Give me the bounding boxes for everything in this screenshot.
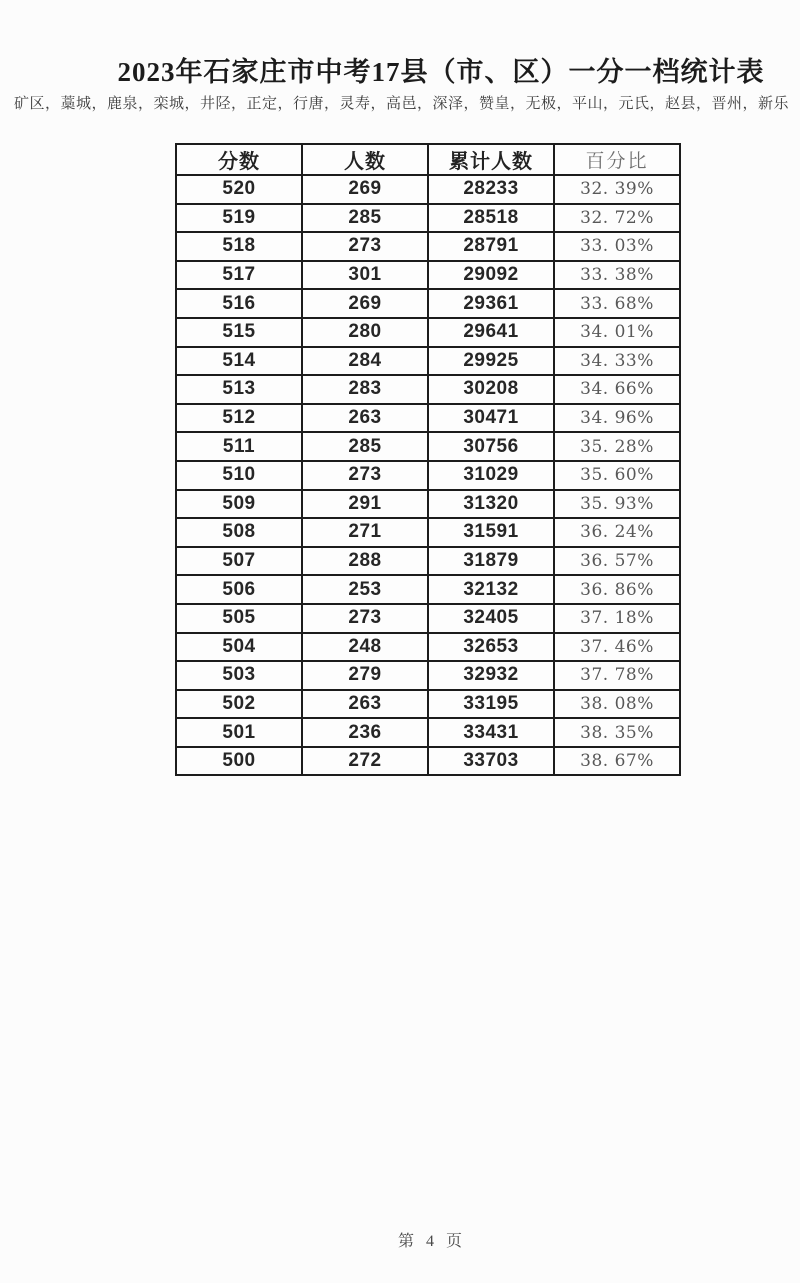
county-list: 矿区，藁城，鹿泉，栾城，井陉，正定，行唐，灵寿，高邑，深泽，赞皇，无极，平山，元氏，赵县，晋州，新乐 [14, 96, 790, 112]
table-row [176, 518, 680, 547]
count-cell: 285 [302, 204, 428, 233]
count-cell: 301 [302, 261, 428, 290]
percent-cell: 36. 24% [554, 518, 680, 547]
percent-cell: 37. 18% [554, 604, 680, 633]
cumulative-cell: 31029 [428, 461, 554, 490]
percent-cell: 32. 72% [554, 204, 680, 233]
count-cell: 272 [302, 747, 428, 776]
percent-cell: 38. 67% [554, 747, 680, 776]
table-row [176, 347, 680, 376]
count-cell: 263 [302, 404, 428, 433]
page-title: 2023年石家庄市中考17县（市、区）一分一档统计表 [117, 57, 765, 87]
score-cell: 520 [176, 175, 302, 204]
table-row [176, 318, 680, 347]
table-row [176, 175, 680, 204]
table-row [176, 690, 680, 719]
cumulative-cell: 33195 [428, 690, 554, 719]
score-cell: 504 [176, 633, 302, 662]
score-cell: 506 [176, 575, 302, 604]
score-cell: 516 [176, 289, 302, 318]
count-cell: 273 [302, 461, 428, 490]
cumulative-cell: 31591 [428, 518, 554, 547]
count-cell: 236 [302, 718, 428, 747]
percent-cell: 34. 66% [554, 375, 680, 404]
count-cell: 279 [302, 661, 428, 690]
score-cell: 508 [176, 518, 302, 547]
score-distribution-table [175, 143, 681, 776]
score-cell: 518 [176, 232, 302, 261]
col-header-percent: 百分比 [554, 144, 680, 175]
count-cell: 269 [302, 175, 428, 204]
percent-cell: 35. 93% [554, 490, 680, 519]
cumulative-cell: 32653 [428, 633, 554, 662]
score-cell: 502 [176, 690, 302, 719]
cumulative-cell: 30471 [428, 404, 554, 433]
table-row [176, 718, 680, 747]
cumulative-cell: 32132 [428, 575, 554, 604]
percent-cell: 33. 03% [554, 232, 680, 261]
table-body [176, 175, 680, 775]
score-cell: 514 [176, 347, 302, 376]
table-header [176, 144, 680, 175]
score-cell: 501 [176, 718, 302, 747]
percent-cell: 34. 33% [554, 347, 680, 376]
col-header-score: 分数 [176, 144, 302, 175]
count-cell: 248 [302, 633, 428, 662]
score-cell: 517 [176, 261, 302, 290]
cumulative-cell: 28518 [428, 204, 554, 233]
percent-cell: 32. 39% [554, 175, 680, 204]
score-cell: 511 [176, 432, 302, 461]
table-row [176, 261, 680, 290]
percent-cell: 37. 46% [554, 633, 680, 662]
score-cell: 500 [176, 747, 302, 776]
count-cell: 288 [302, 547, 428, 576]
table-row [176, 375, 680, 404]
score-cell: 513 [176, 375, 302, 404]
cumulative-cell: 31320 [428, 490, 554, 519]
count-cell: 253 [302, 575, 428, 604]
percent-cell: 38. 35% [554, 718, 680, 747]
count-cell: 283 [302, 375, 428, 404]
count-cell: 291 [302, 490, 428, 519]
table-row [176, 633, 680, 662]
percent-cell: 33. 68% [554, 289, 680, 318]
cumulative-cell: 29092 [428, 261, 554, 290]
table-row [176, 575, 680, 604]
count-cell: 280 [302, 318, 428, 347]
col-header-cumulative: 累计人数 [428, 144, 554, 175]
percent-cell: 38. 08% [554, 690, 680, 719]
score-cell: 515 [176, 318, 302, 347]
table-row [176, 490, 680, 519]
count-cell: 273 [302, 232, 428, 261]
table-row [176, 547, 680, 576]
cumulative-cell: 29641 [428, 318, 554, 347]
cumulative-cell: 30208 [428, 375, 554, 404]
table-row [176, 461, 680, 490]
col-header-count: 人数 [302, 144, 428, 175]
cumulative-cell: 28791 [428, 232, 554, 261]
percent-cell: 33. 38% [554, 261, 680, 290]
table-row [176, 661, 680, 690]
cumulative-cell: 30756 [428, 432, 554, 461]
cumulative-cell: 29925 [428, 347, 554, 376]
count-cell: 269 [302, 289, 428, 318]
percent-cell: 36. 57% [554, 547, 680, 576]
score-cell: 512 [176, 404, 302, 433]
percent-cell: 37. 78% [554, 661, 680, 690]
table-row [176, 432, 680, 461]
percent-cell: 36. 86% [554, 575, 680, 604]
count-cell: 284 [302, 347, 428, 376]
count-cell: 273 [302, 604, 428, 633]
count-cell: 263 [302, 690, 428, 719]
cumulative-cell: 32405 [428, 604, 554, 633]
table-row [176, 404, 680, 433]
score-cell: 507 [176, 547, 302, 576]
cumulative-cell: 31879 [428, 547, 554, 576]
score-cell: 505 [176, 604, 302, 633]
cumulative-cell: 28233 [428, 175, 554, 204]
table-row [176, 604, 680, 633]
score-cell: 510 [176, 461, 302, 490]
score-cell: 519 [176, 204, 302, 233]
count-cell: 271 [302, 518, 428, 547]
table-header-row [176, 144, 680, 175]
percent-cell: 35. 28% [554, 432, 680, 461]
percent-cell: 34. 01% [554, 318, 680, 347]
table-row [176, 232, 680, 261]
count-cell: 285 [302, 432, 428, 461]
table-row [176, 747, 680, 776]
page-number: 第 4 页 [397, 1233, 466, 1250]
percent-cell: 35. 60% [554, 461, 680, 490]
score-cell: 509 [176, 490, 302, 519]
cumulative-cell: 32932 [428, 661, 554, 690]
table-row [176, 204, 680, 233]
score-cell: 503 [176, 661, 302, 690]
cumulative-cell: 29361 [428, 289, 554, 318]
cumulative-cell: 33431 [428, 718, 554, 747]
table-row [176, 289, 680, 318]
cumulative-cell: 33703 [428, 747, 554, 776]
percent-cell: 34. 96% [554, 404, 680, 433]
